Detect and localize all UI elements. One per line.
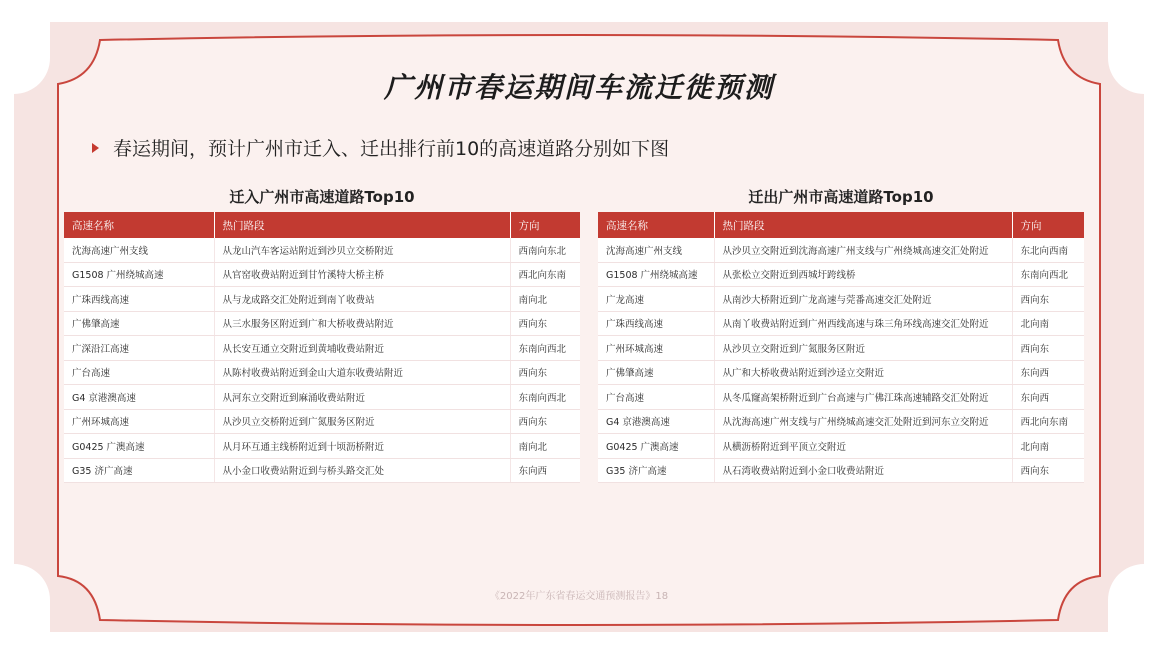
cell-direction: 东南向西北 bbox=[510, 336, 580, 361]
table-row bbox=[64, 287, 580, 312]
inbound-table-block bbox=[64, 186, 580, 483]
cell-hot-section: 从沙贝立交附近到广氮服务区附近 bbox=[714, 336, 1012, 361]
cell-road-name: 广深沿江高速 bbox=[64, 336, 214, 361]
table-row bbox=[598, 262, 1084, 287]
cell-direction: 西北向东南 bbox=[510, 262, 580, 287]
cell-hot-section: 从南丫收费站附近到广州西线高速与珠三角环线高速交汇处附近 bbox=[714, 311, 1012, 336]
cell-road-name: G35 济广高速 bbox=[598, 458, 714, 483]
cell-direction: 东南向西北 bbox=[1012, 262, 1084, 287]
outbound-table-title: 迁出广州市高速道路Top10 bbox=[748, 188, 934, 206]
cell-road-name: 广州环城高速 bbox=[598, 336, 714, 361]
cell-road-name: 沈海高速广州支线 bbox=[64, 238, 214, 262]
cell-direction: 东向西 bbox=[1012, 360, 1084, 385]
cell-hot-section: 从沈海高速广州支线与广州绕城高速交汇处附近到河东立交附近 bbox=[714, 409, 1012, 434]
cell-direction: 东北向西南 bbox=[1012, 238, 1084, 262]
cell-road-name: 沈海高速广州支线 bbox=[598, 238, 714, 262]
cell-road-name: G35 济广高速 bbox=[64, 458, 214, 483]
table-row bbox=[64, 360, 580, 385]
cell-road-name: 广珠西线高速 bbox=[598, 311, 714, 336]
cell-hot-section: 从月环互通主线桥附近到十顷沥桥附近 bbox=[214, 434, 510, 459]
table-row bbox=[598, 434, 1084, 459]
cell-hot-section: 从河东立交附近到麻涌收费站附近 bbox=[214, 385, 510, 410]
subtitle: 春运期间，预计广州市迁入、迁出排行前10的高速道路分别如下图 bbox=[113, 138, 670, 160]
cell-hot-section: 从小金口收费站附近到与桥头路交汇处 bbox=[214, 458, 510, 483]
cell-direction: 南向北 bbox=[510, 287, 580, 312]
cell-hot-section: 从广和大桥收费站附近到沙迳立交附近 bbox=[714, 360, 1012, 385]
header-hot-section: 热门路段 bbox=[214, 212, 510, 238]
table-header-row bbox=[598, 212, 1084, 238]
table-row bbox=[598, 458, 1084, 483]
table-row bbox=[598, 360, 1084, 385]
cell-road-name: G4 京港澳高速 bbox=[64, 385, 214, 410]
cell-road-name: G0425 广澳高速 bbox=[64, 434, 214, 459]
inbound-table-body bbox=[64, 238, 580, 483]
table-row bbox=[64, 409, 580, 434]
table-row bbox=[64, 458, 580, 483]
cell-direction: 东向西 bbox=[1012, 385, 1084, 410]
outbound-table-body bbox=[598, 238, 1084, 483]
table-row bbox=[64, 238, 580, 262]
triangle-bullet-icon bbox=[92, 143, 99, 153]
cell-road-name: 广珠西线高速 bbox=[64, 287, 214, 312]
cell-road-name: 广佛肇高速 bbox=[64, 311, 214, 336]
table-row bbox=[64, 434, 580, 459]
cell-direction: 东向西 bbox=[510, 458, 580, 483]
table-row bbox=[64, 262, 580, 287]
table-header-row bbox=[64, 212, 580, 238]
outbound-table bbox=[598, 212, 1084, 483]
cell-hot-section: 从沙贝立交附近到沈海高速广州支线与广州绕城高速交汇处附近 bbox=[714, 238, 1012, 262]
footer-source: 《2022年广东省春运交通预测报告》18 bbox=[489, 591, 669, 602]
table-row bbox=[598, 311, 1084, 336]
table-row bbox=[598, 238, 1084, 262]
cell-hot-section: 从横沥桥附近到平顶立交附近 bbox=[714, 434, 1012, 459]
cell-direction: 西北向东南 bbox=[1012, 409, 1084, 434]
cell-direction: 西向东 bbox=[510, 311, 580, 336]
cell-hot-section: 从三水服务区附近到广和大桥收费站附近 bbox=[214, 311, 510, 336]
cell-road-name: 广台高速 bbox=[598, 385, 714, 410]
cell-direction: 东南向西北 bbox=[510, 385, 580, 410]
cell-road-name: G1508 广州绕城高速 bbox=[64, 262, 214, 287]
cell-direction: 南向北 bbox=[510, 434, 580, 459]
table-row bbox=[64, 385, 580, 410]
cell-direction: 西向东 bbox=[1012, 458, 1084, 483]
header-hot-section: 热门路段 bbox=[714, 212, 1012, 238]
cell-direction: 西向东 bbox=[1012, 336, 1084, 361]
table-row bbox=[598, 385, 1084, 410]
table-row bbox=[598, 287, 1084, 312]
cell-hot-section: 从长安互通立交附近到黄埔收费站附近 bbox=[214, 336, 510, 361]
cell-road-name: G1508 广州绕城高速 bbox=[598, 262, 714, 287]
cell-hot-section: 从石湾收费站附近到小金口收费站附近 bbox=[714, 458, 1012, 483]
table-row bbox=[64, 311, 580, 336]
header-road-name: 高速名称 bbox=[598, 212, 714, 238]
cell-hot-section: 从张松立交附近到西城圩跨线桥 bbox=[714, 262, 1012, 287]
cell-hot-section: 从陈村收费站附近到金山大道东收费站附近 bbox=[214, 360, 510, 385]
header-direction: 方向 bbox=[1012, 212, 1084, 238]
cell-road-name: 广龙高速 bbox=[598, 287, 714, 312]
cell-direction: 西向东 bbox=[510, 360, 580, 385]
cell-hot-section: 从沙贝立交桥附近到广氮服务区附近 bbox=[214, 409, 510, 434]
cell-hot-section: 从冬瓜窿高架桥附近到广台高速与广佛江珠高速辅路交汇处附近 bbox=[714, 385, 1012, 410]
cell-direction: 北向南 bbox=[1012, 311, 1084, 336]
table-row bbox=[598, 409, 1084, 434]
inbound-table bbox=[64, 212, 580, 483]
cell-direction: 北向南 bbox=[1012, 434, 1084, 459]
cell-road-name: G4 京港澳高速 bbox=[598, 409, 714, 434]
cell-hot-section: 从与龙成路交汇处附近到南丫收费站 bbox=[214, 287, 510, 312]
header-direction: 方向 bbox=[510, 212, 580, 238]
cell-direction: 西南向东北 bbox=[510, 238, 580, 262]
cell-road-name: 广州环城高速 bbox=[64, 409, 214, 434]
table-row bbox=[64, 336, 580, 361]
page-title: 广州市春运期间车流迁徙预测 bbox=[383, 71, 774, 104]
subtitle-row bbox=[92, 134, 669, 161]
cell-hot-section: 从官窑收费站附近到甘竹溪特大桥主桥 bbox=[214, 262, 510, 287]
table-row bbox=[598, 336, 1084, 361]
inbound-table-title: 迁入广州市高速道路Top10 bbox=[229, 188, 415, 206]
outbound-table-block bbox=[598, 186, 1084, 483]
cell-direction: 西向东 bbox=[510, 409, 580, 434]
header-road-name: 高速名称 bbox=[64, 212, 214, 238]
cell-hot-section: 从龙山汽车客运站附近到沙贝立交桥附近 bbox=[214, 238, 510, 262]
cell-hot-section: 从南沙大桥附近到广龙高速与莞番高速交汇处附近 bbox=[714, 287, 1012, 312]
cell-road-name: 广台高速 bbox=[64, 360, 214, 385]
cell-road-name: G0425 广澳高速 bbox=[598, 434, 714, 459]
cell-direction: 西向东 bbox=[1012, 287, 1084, 312]
cell-road-name: 广佛肇高速 bbox=[598, 360, 714, 385]
